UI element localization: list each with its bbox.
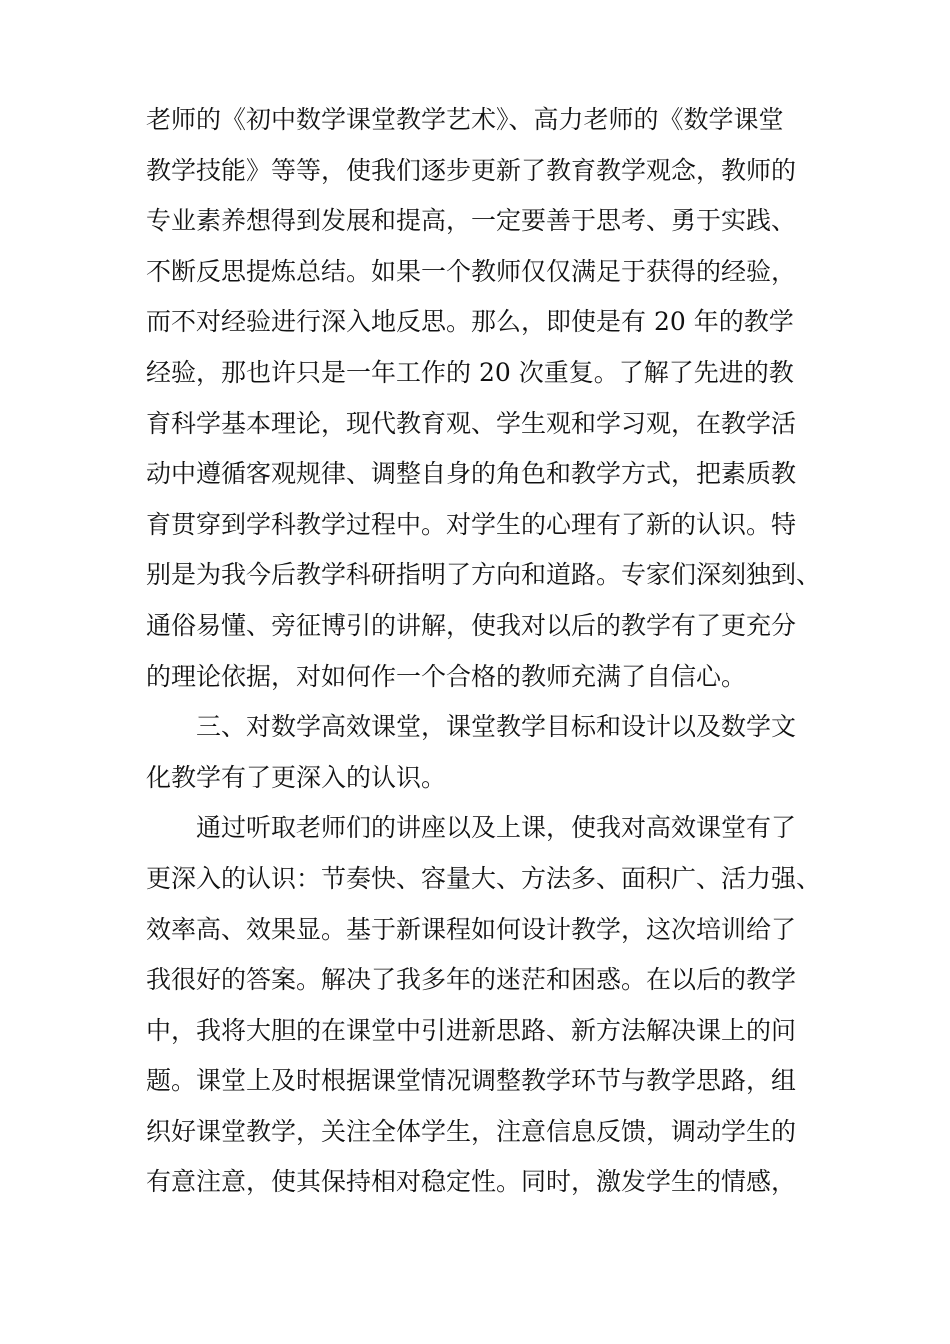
section-heading-line: 三、对数学高效课堂，课堂教学目标和设计以及数学文 [196,712,797,742]
text-line: 题。课堂上及时根据课堂情况调整教学环节与教学思路，组 [146,1066,797,1096]
text-line: 而不对经验进行深入地反思。那么，即使是有 20 年的教学 [146,307,794,337]
section-heading-line: 化教学有了更深入的认识。 [146,762,447,792]
text-line: 中，我将大胆的在课堂中引进新思路、新方法解决课上的问 [146,1015,797,1045]
text-line: 动中遵循客观规律、调整自身的角色和教学方式，把素质教 [146,459,797,489]
text-line: 育科学基本理论，现代教育观、学生观和学习观，在教学活 [146,408,797,438]
text-line: 有意注意，使其保持相对稳定性。同时，激发学生的情感， [146,1167,797,1197]
paragraph-start-line: 通过听取老师们的讲座以及上课，使我对高效课堂有了 [196,813,797,843]
text-line: 更深入的认识：节奏快、容量大、方法多、面积广、活力强、 [146,863,822,893]
text-line: 别是为我今后教学科研指明了方向和道路。专家们深刻独到、 [146,560,822,590]
body-text [146,95,826,1208]
text-line: 织好课堂教学，关注全体学生，注意信息反馈，调动学生的 [146,1116,797,1146]
text-line: 教学技能》等等，使我们逐步更新了教育教学观念，教师的 [146,155,797,185]
text-line: 我很好的答案。解决了我多年的迷茫和困惑。在以后的教学 [146,965,797,995]
text-line: 经验，那也许只是一年工作的 20 次重复。了解了先进的教 [146,357,794,387]
text-line: 的理论依据，对如何作一个合格的教师充满了自信心。 [146,661,747,691]
text-line: 老师的《初中数学课堂教学艺术》、高力老师的《数学课堂 [146,105,784,134]
text-line: 效率高、效果显。基于新课程如何设计教学，这次培训给了 [146,914,797,944]
text-line: 育贯穿到学科教学过程中。对学生的心理有了新的认识。特 [146,509,797,539]
text-line: 通俗易懂、旁征博引的讲解，使我对以后的教学有了更充分 [146,610,797,640]
text-line: 专业素养想得到发展和提高，一定要善于思考、勇于实践、 [146,206,797,236]
text-line: 不断反思提炼总结。如果一个教师仅仅满足于获得的经验， [146,256,797,286]
